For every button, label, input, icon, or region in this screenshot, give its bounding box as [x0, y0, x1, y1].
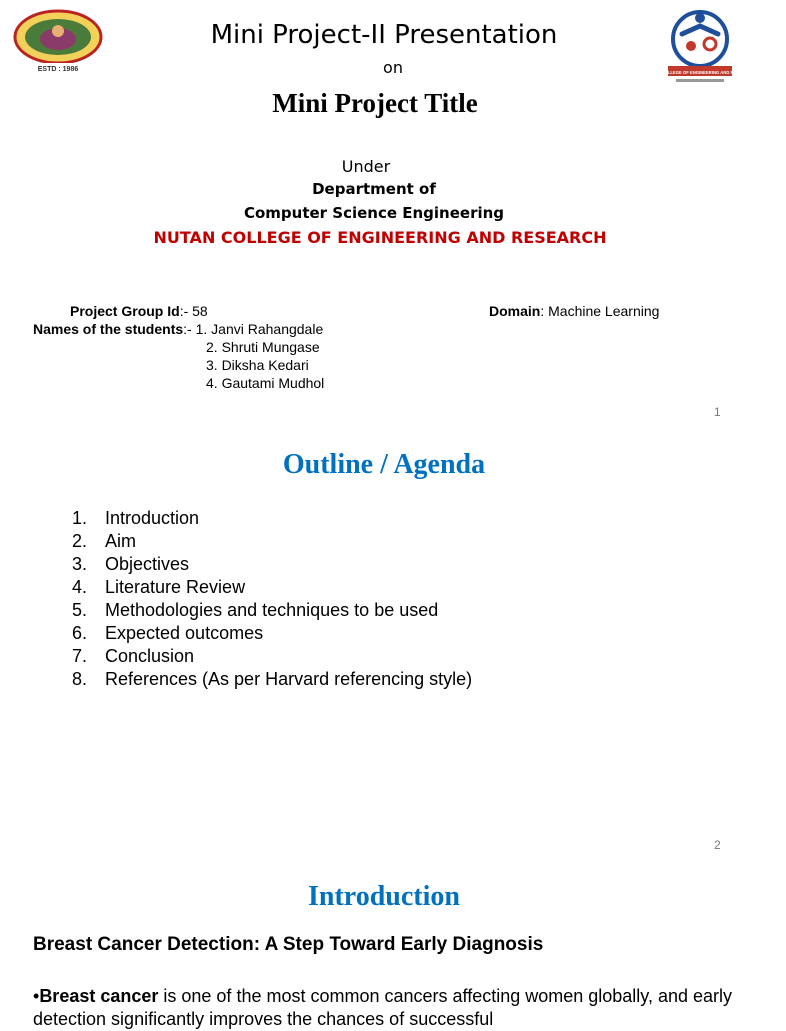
- outline-item-text: Conclusion: [105, 646, 195, 666]
- outline-item-number: 8.: [72, 669, 88, 689]
- outline-item-text: Methodologies and techniques to be used: [105, 600, 439, 620]
- student-4: 4. Gautami Mudhol: [206, 375, 325, 391]
- bold-term: Breast cancer: [39, 986, 159, 1006]
- outline-item: [72, 645, 472, 668]
- introduction-subtitle: Breast Cancer Detection: A Step Toward Early Diagnosis: [33, 934, 544, 955]
- outline-item-text: Introduction: [105, 508, 200, 528]
- outline-item: [72, 507, 472, 530]
- department-line-1: Department of: [312, 180, 436, 198]
- outline-item: [72, 668, 472, 691]
- domain-value: : Machine Learning: [540, 303, 660, 319]
- outline-item-number: 5.: [72, 600, 88, 620]
- department-line-2: Computer Science Engineering: [243, 204, 505, 222]
- outline-list: [72, 507, 472, 691]
- slide-number-2: 2: [714, 838, 721, 852]
- outline-item: [72, 599, 472, 622]
- svg-text:ESTD : 1986: ESTD : 1986: [37, 66, 79, 73]
- outline-item-text: Objectives: [105, 554, 190, 574]
- outline-item: [72, 553, 472, 576]
- outline-item-number: 3.: [72, 554, 88, 574]
- outline-item-text: Expected outcomes: [105, 623, 264, 643]
- project-group-id: [70, 302, 208, 320]
- svg-text:NUTAN COLLEGE OF ENGINEERING A: NUTAN COLLEGE OF ENGINEERING AND RESEARCH: [646, 70, 754, 75]
- project-title: Mini Project Title: [272, 88, 478, 118]
- outline-item-number: 2.: [72, 531, 88, 551]
- ncer-logo: [646, 8, 754, 88]
- student-3: 3. Diksha Kedari: [206, 357, 309, 373]
- introduction-title: Introduction: [308, 881, 460, 912]
- outline-item-text: Aim: [105, 531, 136, 551]
- names-separator: :-: [183, 321, 196, 337]
- project-group-value: :- 58: [179, 303, 208, 319]
- outline-item-text: References (As per Harvard referencing style): [105, 669, 473, 689]
- students-label: [33, 320, 323, 338]
- project-group-label: Project Group Id: [70, 303, 180, 319]
- outline-item-number: 1.: [72, 508, 88, 528]
- under-text: Under: [341, 157, 391, 176]
- outline-title: Outline / Agenda: [282, 449, 486, 480]
- domain-label: Domain: [489, 303, 541, 319]
- bullet-mark: •: [33, 986, 40, 1006]
- outline-item-text: Literature Review: [105, 577, 246, 597]
- student-1: 1. Janvi Rahangdale: [195, 321, 324, 337]
- paragraph-text: is one of the most common cancers affecting women globally, and early detection significantly improves the chances of successful: [33, 986, 733, 1029]
- presentation-title: Mini Project-II Presentation: [210, 20, 558, 50]
- names-label: Names of the students: [33, 321, 184, 337]
- student-2: 2. Shruti Mungase: [206, 339, 320, 355]
- outline-item-number: 7.: [72, 646, 88, 666]
- college-name: NUTAN COLLEGE OF ENGINEERING AND RESEARCH: [153, 228, 607, 247]
- outline-item: [72, 530, 472, 553]
- slide-number-1: 1: [714, 405, 721, 419]
- domain: [489, 302, 659, 320]
- outline-item: [72, 576, 472, 599]
- outline-item-number: 6.: [72, 623, 88, 643]
- outline-item-number: 4.: [72, 577, 88, 597]
- presentation-on: on: [383, 58, 403, 77]
- introduction-paragraph: [33, 985, 733, 1031]
- outline-item: [72, 622, 472, 645]
